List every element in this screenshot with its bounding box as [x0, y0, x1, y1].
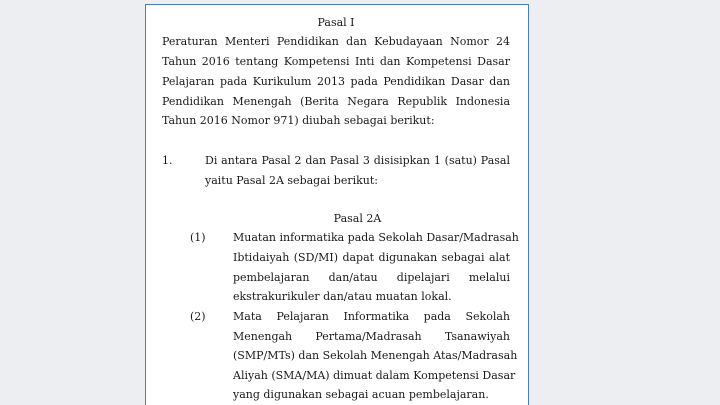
item-number: 1. — [162, 154, 173, 167]
item-line: Di antara Pasal 2 dan Pasal 3 disisipkan 1 (satu) Pasal — [205, 154, 510, 167]
clause-number: (1) — [190, 231, 206, 244]
intro-line: Tahun 2016 tentang Kompetensi Inti dan Kompetensi Dasar — [162, 55, 510, 68]
intro-line: Tahun 2016 Nomor 971) diubah sebagai berikut: — [162, 114, 435, 127]
article-title: Pasal I — [317, 16, 355, 29]
clause-line: pembelajaran dan/atau dipelajari melalui — [233, 271, 510, 284]
clause-line: (SMP/MTs) dan Sekolah Menengah Atas/Madrasah — [233, 349, 518, 362]
section-subtitle: Pasal 2A — [333, 212, 382, 225]
intro-line: Pelajaran pada Kurikulum 2013 pada Pendidikan Dasar dan — [162, 75, 510, 88]
clause-line: yang digunakan sebagai acuan pembelajaran. — [233, 388, 489, 401]
clause-line: Aliyah (SMA/MA) dimuat dalam Kompetensi Dasar — [233, 369, 516, 382]
document-page — [145, 4, 529, 405]
clause-line: Muatan informatika pada Sekolah Dasar/Madrasah — [233, 231, 519, 244]
clause-number: (2) — [190, 310, 206, 323]
clause-line: Menengah Pertama/Madrasah Tsanawiyah — [233, 330, 510, 343]
clause-line: Mata Pelajaran Informatika pada Sekolah — [233, 310, 510, 323]
intro-line: Peraturan Menteri Pendidikan dan Kebudayaan Nomor 24 — [162, 35, 510, 48]
intro-line: Pendidikan Menengah (Berita Negara Republik Indonesia — [162, 95, 510, 108]
clause-line: Ibtidaiyah (SD/MI) dapat digunakan sebagai alat — [233, 251, 510, 264]
item-line: yaitu Pasal 2A sebagai berikut: — [205, 174, 378, 187]
clause-line: ekstrakurikuler dan/atau muatan lokal. — [233, 290, 452, 303]
